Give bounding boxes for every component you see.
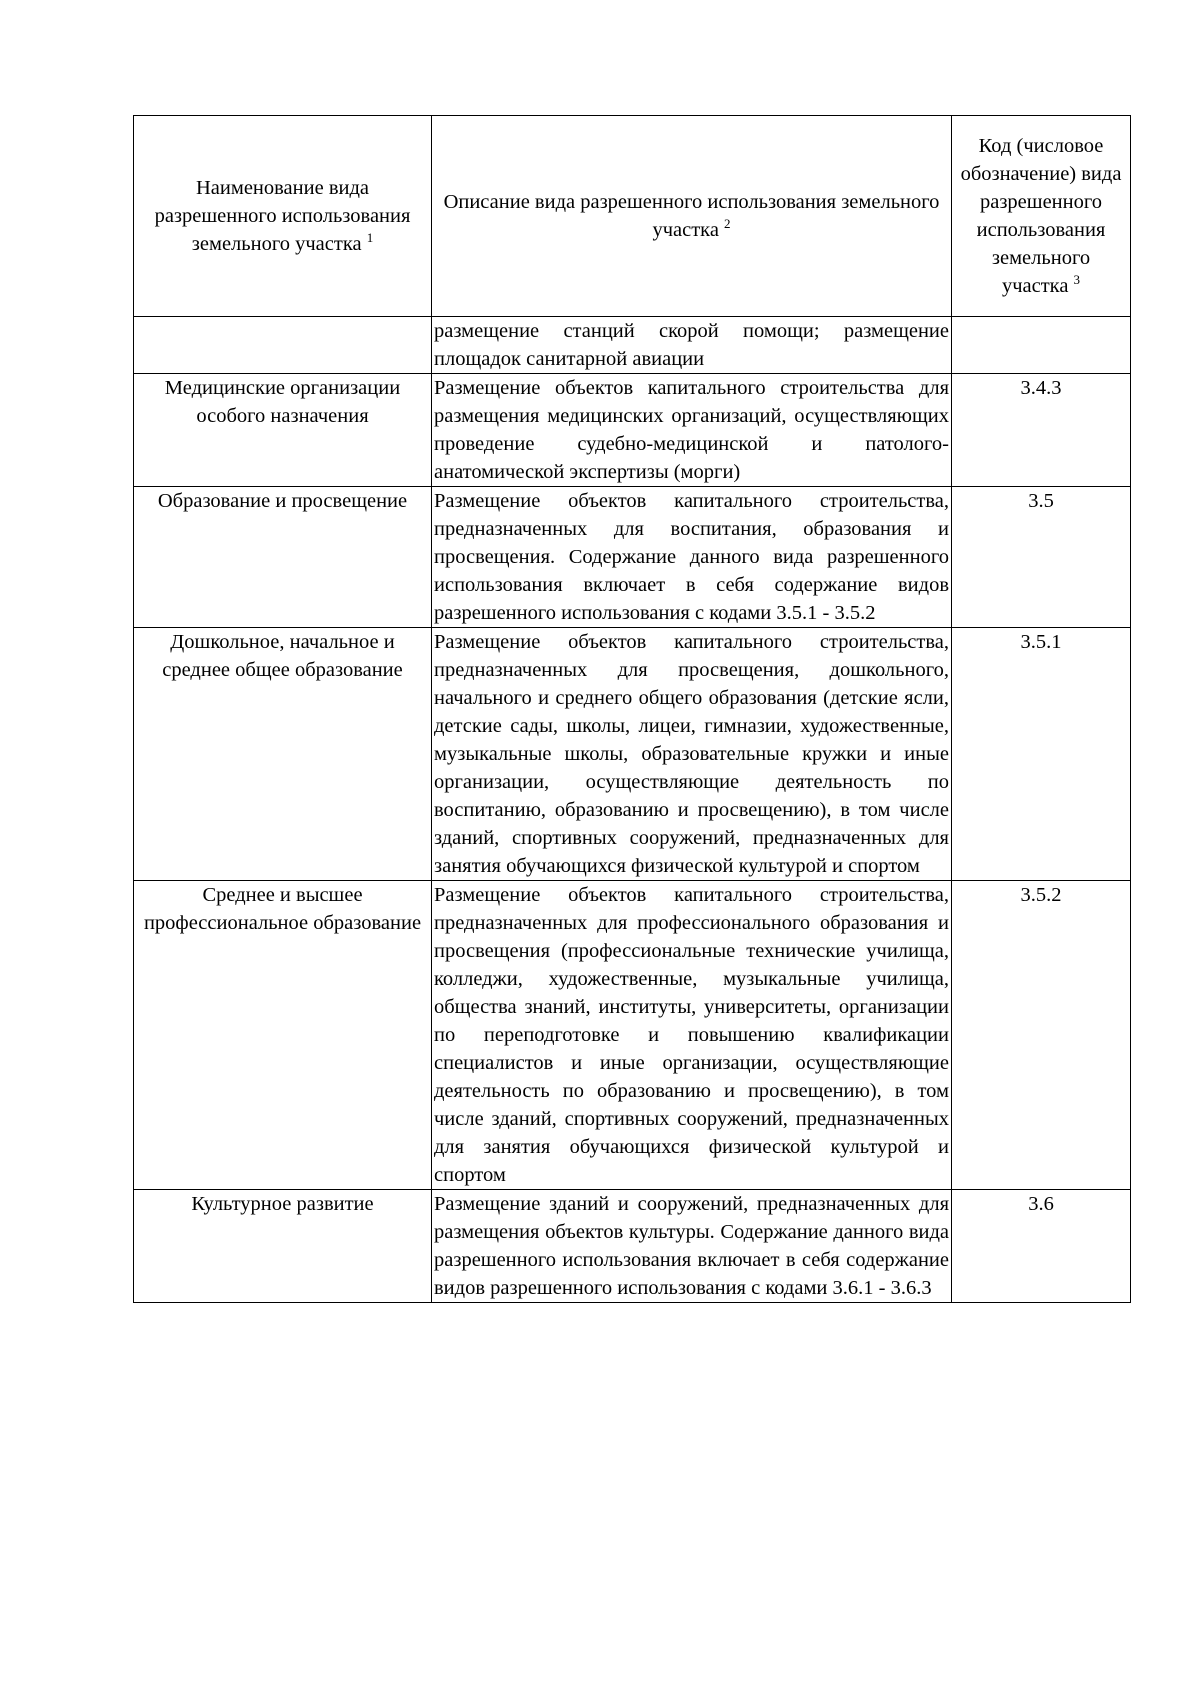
table-row [134, 374, 1131, 487]
header-name-text: Наименование вида разрешенного использования земельного участка [154, 177, 411, 255]
table-header-row [134, 116, 1131, 317]
header-description-column [432, 116, 952, 317]
use-code-cell: 3.4.3 [952, 374, 1131, 487]
header-name-column [134, 116, 432, 317]
header-description-text: Описание вида разрешенного использования земельного участка [443, 191, 940, 241]
use-description-cell: Размещение объектов капитального строительства, предназначенных для профессионального образования и просвещения (профессиональные технические училища, колледжи, художественные, музыкальные училища, общества знаний, институты, университеты, организации по переподготовке и повышению квалификации специалистов и иные организации, осуществляющие деятельность по образованию и просвещению), в том числе зданий, спортивных сооружений, предназначенных для занятия обучающихся физической культурой и спортом [432, 881, 952, 1190]
use-name-cell: Среднее и высшее профессиональное образование [134, 881, 432, 1190]
table-row [134, 1190, 1131, 1303]
use-description-cell: Размещение объектов капитального строительства для размещения медицинских организаций, осуществляющих проведение судебно-медицинской и патолого-анатомической экспертизы (морги) [432, 374, 952, 487]
use-description-cell: Размещение объектов капитального строительства, предназначенных для просвещения, дошкольного, начального и среднего общего образования (детские ясли, детские сады, школы, лицеи, гимназии, художественные, музыкальные школы, образовательные кружки и иные организации, осуществляющие деятельность по воспитанию, образованию и просвещению), в том числе зданий, спортивных сооружений, предназначенных для занятия обучающихся физической культурой и спортом [432, 628, 952, 881]
use-code-cell: 3.5.2 [952, 881, 1131, 1190]
header-code-column [952, 116, 1131, 317]
document-page [133, 115, 1130, 1303]
land-use-table [133, 115, 1131, 1303]
use-description-cell: Размещение объектов капитального строительства, предназначенных для воспитания, образования и просвещения. Содержание данного вида разрешенного использования включает в себя содержание видов разрешенного использования с кодами 3.5.1 - 3.5.2 [432, 487, 952, 628]
use-code-cell: 3.5 [952, 487, 1131, 628]
use-name-cell: Дошкольное, начальное и среднее общее образование [134, 628, 432, 881]
header-name-footnote: 1 [366, 230, 374, 246]
use-code-cell: 3.5.1 [952, 628, 1131, 881]
use-name-cell [134, 317, 432, 374]
use-code-cell [952, 317, 1131, 374]
header-code-footnote: 3 [1073, 272, 1081, 288]
use-code-cell: 3.6 [952, 1190, 1131, 1303]
table-row [134, 317, 1131, 374]
header-code-text: Код (числовое обозначение) вида разрешенного использования земельного участка [960, 135, 1122, 297]
table-row [134, 881, 1131, 1190]
use-name-cell: Культурное развитие [134, 1190, 432, 1303]
use-name-cell: Медицинские организации особого назначения [134, 374, 432, 487]
table-row [134, 628, 1131, 881]
table-row [134, 487, 1131, 628]
use-description-cell: Размещение зданий и сооружений, предназначенных для размещения объектов культуры. Содержание данного вида разрешенного использования включает в себя содержание видов разрешенного использования с кодами 3.6.1 - 3.6.3 [432, 1190, 952, 1303]
use-description-cell: размещение станций скорой помощи; размещение площадок санитарной авиации [432, 317, 952, 374]
use-name-cell: Образование и просвещение [134, 487, 432, 628]
header-description-footnote: 2 [724, 216, 731, 232]
